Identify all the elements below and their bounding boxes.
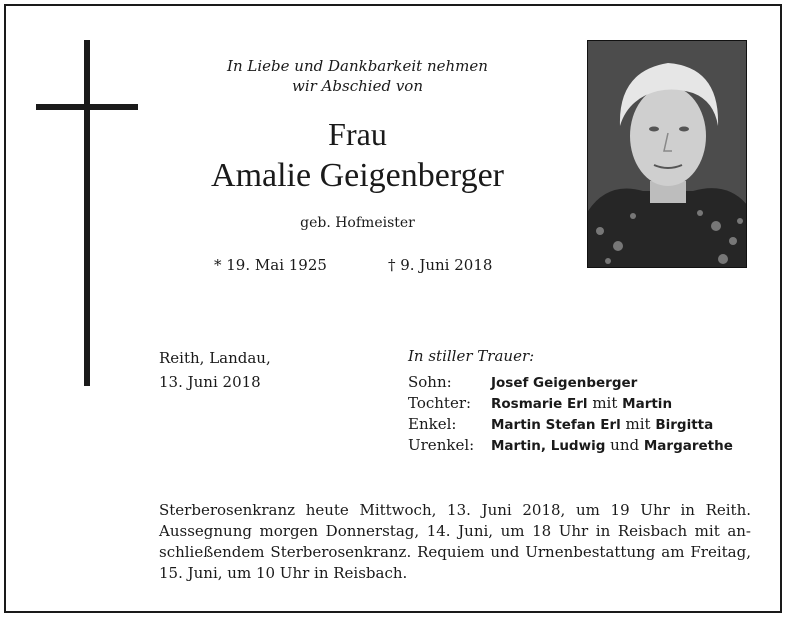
joiner: und bbox=[610, 436, 640, 454]
date: 13. Juni 2018 bbox=[159, 373, 261, 391]
relation: Sohn: bbox=[408, 373, 452, 391]
notes-line: Aussegnung morgen Donnerstag, 14. Juni, um 18 Uhr in Reisbach mit an- bbox=[159, 522, 751, 540]
mourner-name: Martin Stefan Erl bbox=[491, 417, 621, 433]
cross-icon-bar bbox=[36, 104, 138, 110]
portrait-photo bbox=[587, 40, 747, 268]
joiner: mit bbox=[625, 415, 651, 433]
mourner-name: Josef Geigenberger bbox=[491, 375, 638, 391]
mourners-title: In stiller Trauer: bbox=[408, 347, 535, 365]
mourner-row bbox=[408, 414, 733, 435]
maiden-name: geb. Hofmeister bbox=[300, 215, 415, 231]
mourner-partner: Birgitta bbox=[655, 417, 714, 433]
cross-icon bbox=[84, 40, 90, 386]
intro-line: wir Abschied von bbox=[292, 77, 423, 95]
salutation: Frau bbox=[328, 116, 387, 152]
mourner-partner: Margarethe bbox=[643, 438, 733, 454]
portrait-illustration bbox=[588, 41, 747, 268]
intro-line: In Liebe und Dankbarkeit nehmen bbox=[227, 57, 488, 75]
notes-line: schließendem Sterberosenkranz. Requiem und Urnenbestattung am Freitag, bbox=[159, 543, 751, 561]
relation: Tochter: bbox=[408, 394, 472, 412]
mourner-name: Martin, Ludwig bbox=[491, 438, 606, 454]
notes-line: 15. Juni, um 10 Uhr in Reisbach. bbox=[159, 564, 408, 582]
service-notes bbox=[159, 500, 751, 584]
birth-date: * 19. Mai 1925 bbox=[214, 256, 327, 274]
mourners-list bbox=[408, 372, 733, 456]
notes-line: Sterberosenkranz heute Mittwoch, 13. Juni 2018, um 19 Uhr in Reith. bbox=[159, 501, 751, 519]
mourner-row bbox=[408, 372, 733, 393]
mourner-partner: Martin bbox=[622, 396, 673, 412]
mourner-row bbox=[408, 435, 733, 456]
place: Reith, Landau, bbox=[159, 349, 271, 367]
death-date: † 9. Juni 2018 bbox=[388, 256, 493, 274]
deceased-name: Amalie Geigenberger bbox=[211, 157, 504, 194]
relation: Enkel: bbox=[408, 415, 457, 433]
relation: Urenkel: bbox=[408, 436, 475, 454]
mourner-name: Rosmarie Erl bbox=[491, 396, 588, 412]
intro-text bbox=[150, 56, 565, 96]
place-and-date bbox=[159, 346, 271, 394]
mourner-row bbox=[408, 393, 733, 414]
joiner: mit bbox=[592, 394, 618, 412]
